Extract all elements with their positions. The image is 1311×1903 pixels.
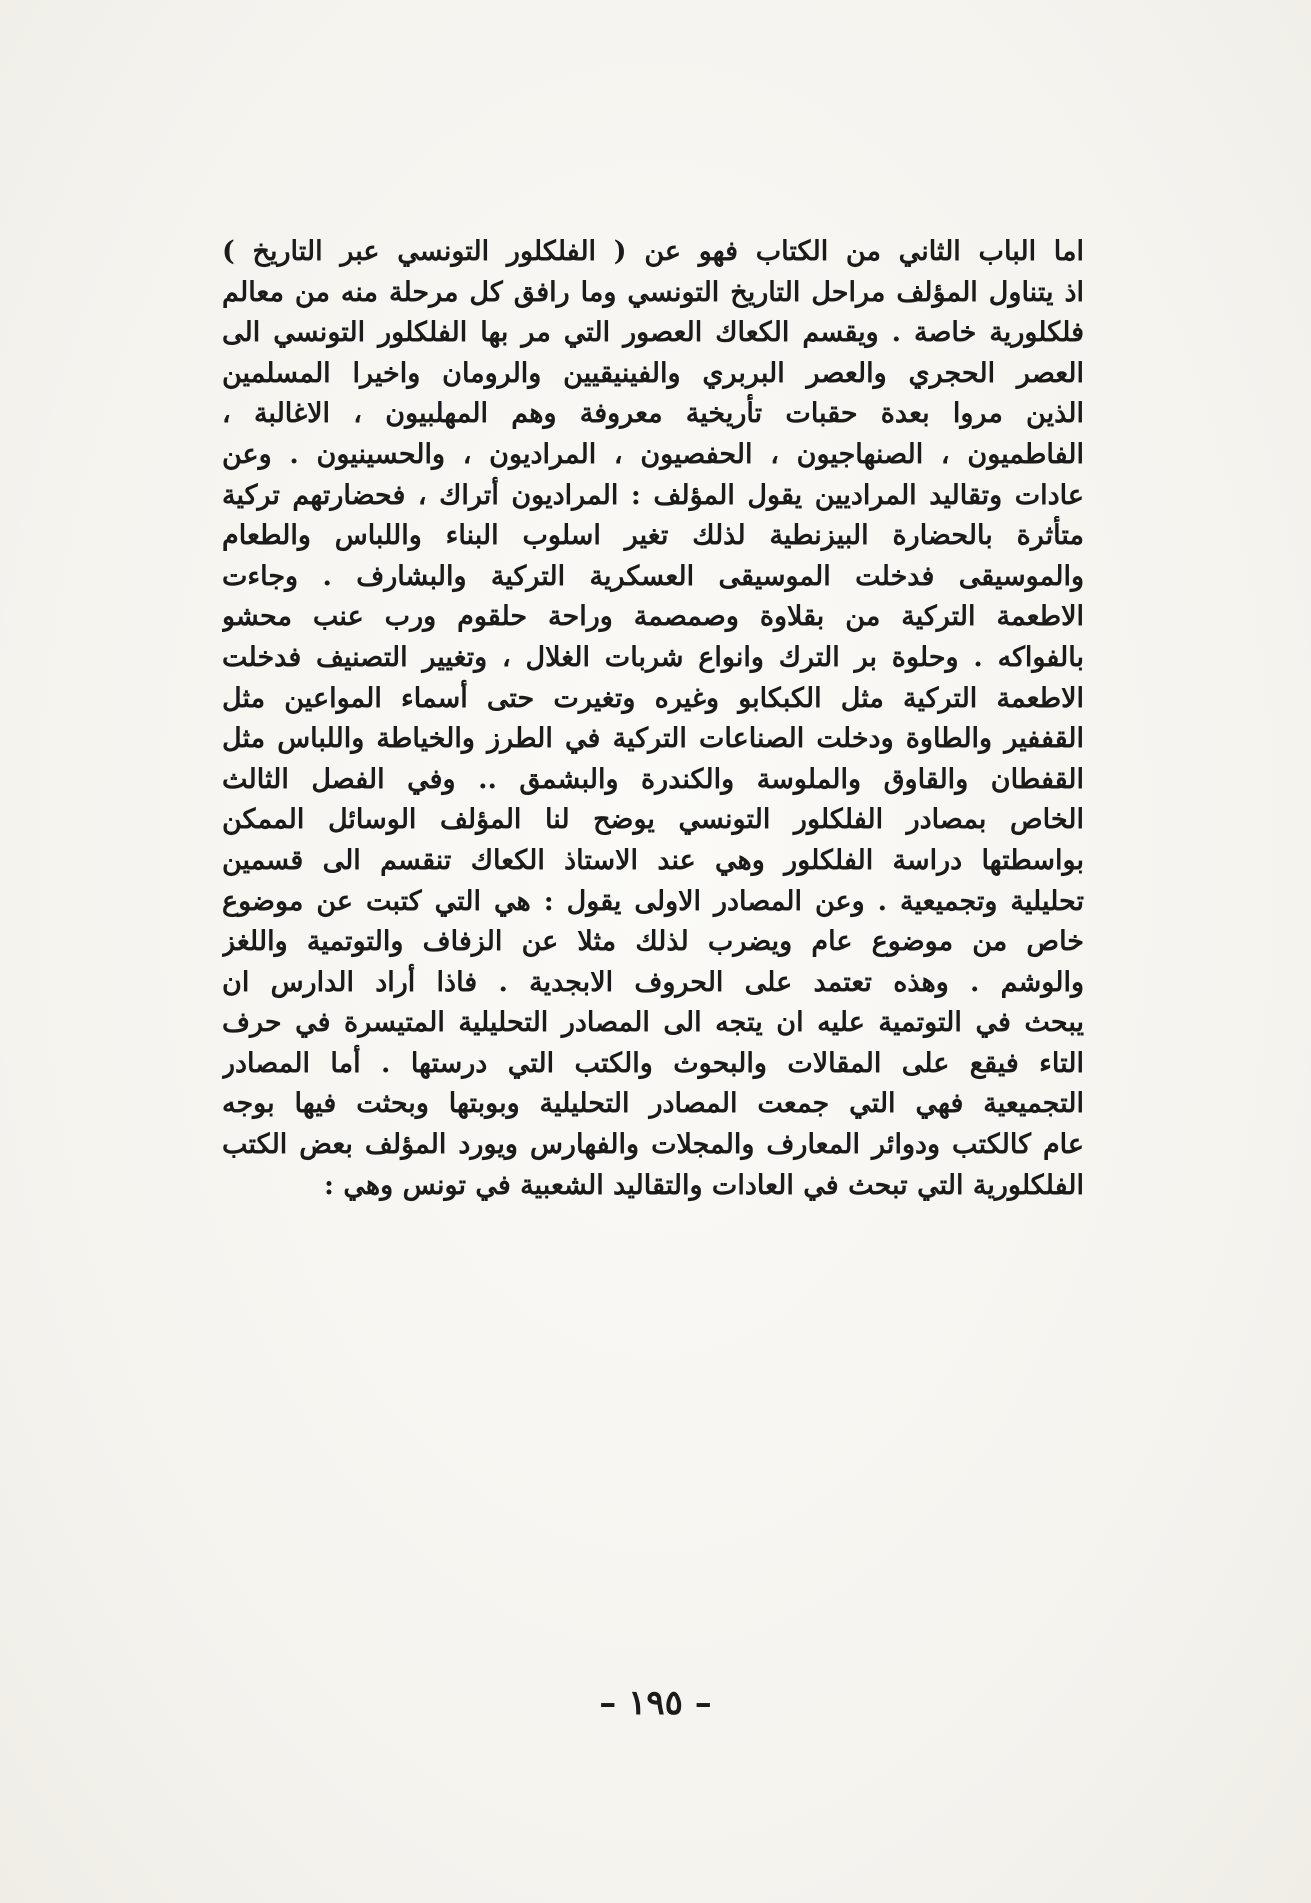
text-line-23: عام كالكتب ودوائر المعارف والمجلات والفهارس ويورد المؤلف بعض الكتب	[222, 1129, 1084, 1161]
text-line-13: القففير والطاوة ودخلت الصناعات التركية في الطرز والخياطة واللباس مثل	[222, 723, 1084, 755]
text-line-17: تحليلية وتجميعية . وعن المصادر الاولى يقول : هي التي كتبت عن موضوع	[222, 885, 1084, 917]
text-line-10: الاطعمة التركية من بقلاوة وصمصمة وراحة حلقوم ورب عنب محشو	[222, 601, 1084, 633]
text-line-18: خاص من موضوع عام ويضرب لذلك مثلا عن الزفاف والتوتمية واللغز	[222, 926, 1084, 958]
text-line-22: التجميعية فهي التي جمعت المصادر التحليلية وبوبتها وبحثت فيها بوجه	[222, 1088, 1084, 1120]
text-line-19: والوشم . وهذه تعتمد على الحروف الابجدية . فاذا أراد الدارس ان	[222, 966, 1084, 998]
text-line-1: اما الباب الثاني من الكتاب فهو عن ( الفلكلور التونسي عبر التاريخ )	[222, 236, 1084, 267]
text-line-7: عادات وتقاليد المراديين يقول المؤلف : المراديون أتراك ، فحضارتهم تركية	[222, 479, 1084, 511]
text-line-15: الخاص بمصادر الفلكلور التونسي يوضح لنا المؤلف الوسائل الممكن	[222, 804, 1084, 836]
text-line-24: الفلكلورية التي تبحث في العادات والتقاليد الشعبية في تونس وهي :	[324, 1169, 1084, 1201]
text-line-4: العصر الحجري والعصر البربري والفينيقيين والرومان واخيرا المسلمين	[222, 357, 1084, 389]
text-line-20: يبحث في التوتمية عليه ان يتجه الى المصادر التحليلية المتيسرة في حرف	[222, 1007, 1084, 1039]
text-line-8: متأثرة بالحضارة البيزنطية لذلك تغير اسلوب البناء واللباس والطعام	[222, 520, 1084, 552]
text-line-6: الفاطميون ، الصنهاجيون ، الحفصيون ، المراديون ، والحسينيون . وعن	[222, 438, 1084, 470]
text-line-21: التاء فيقع على المقالات والبحوث والكتب التي درستها . أما المصادر	[222, 1047, 1084, 1079]
text-line-16: بواسطتها دراسة الفلكلور وهي عند الاستاذ الكعاك تنقسم الى قسمين	[222, 844, 1084, 876]
text-line-5: الذين مروا بعدة حقبات تأريخية معروفة وهم المهلبيون ، الاغالبة ،	[222, 398, 1084, 430]
text-line-2: اذ يتناول المؤلف مراحل التاريخ التونسي وما رافق كل مرحلة منه من معالم	[222, 276, 1084, 308]
text-line-9: والموسيقى فدخلت الموسيقى العسكرية التركية والبشارف . وجاءت	[222, 560, 1084, 592]
text-line-14: القفطان والقاوق والملوسة والكندرة والبشمق .. وفي الفصل الثالث	[222, 763, 1084, 795]
text-line-3: فلكلورية خاصة . ويقسم الكعاك العصور التي مر بها الفلكلور التونسي الى	[222, 317, 1084, 349]
page-number: – ١٩٥ –	[599, 1683, 712, 1723]
body-text	[222, 232, 1084, 1206]
text-line-11: بالفواكه . وحلوة بر الترك وانواع شربات الغلال ، وتغيير التصنيف فدخلت	[222, 641, 1084, 673]
text-line-12: الاطعمة التركية مثل الكبكابو وغيره وتغيرت حتى أسماء المواعين مثل	[222, 682, 1084, 714]
